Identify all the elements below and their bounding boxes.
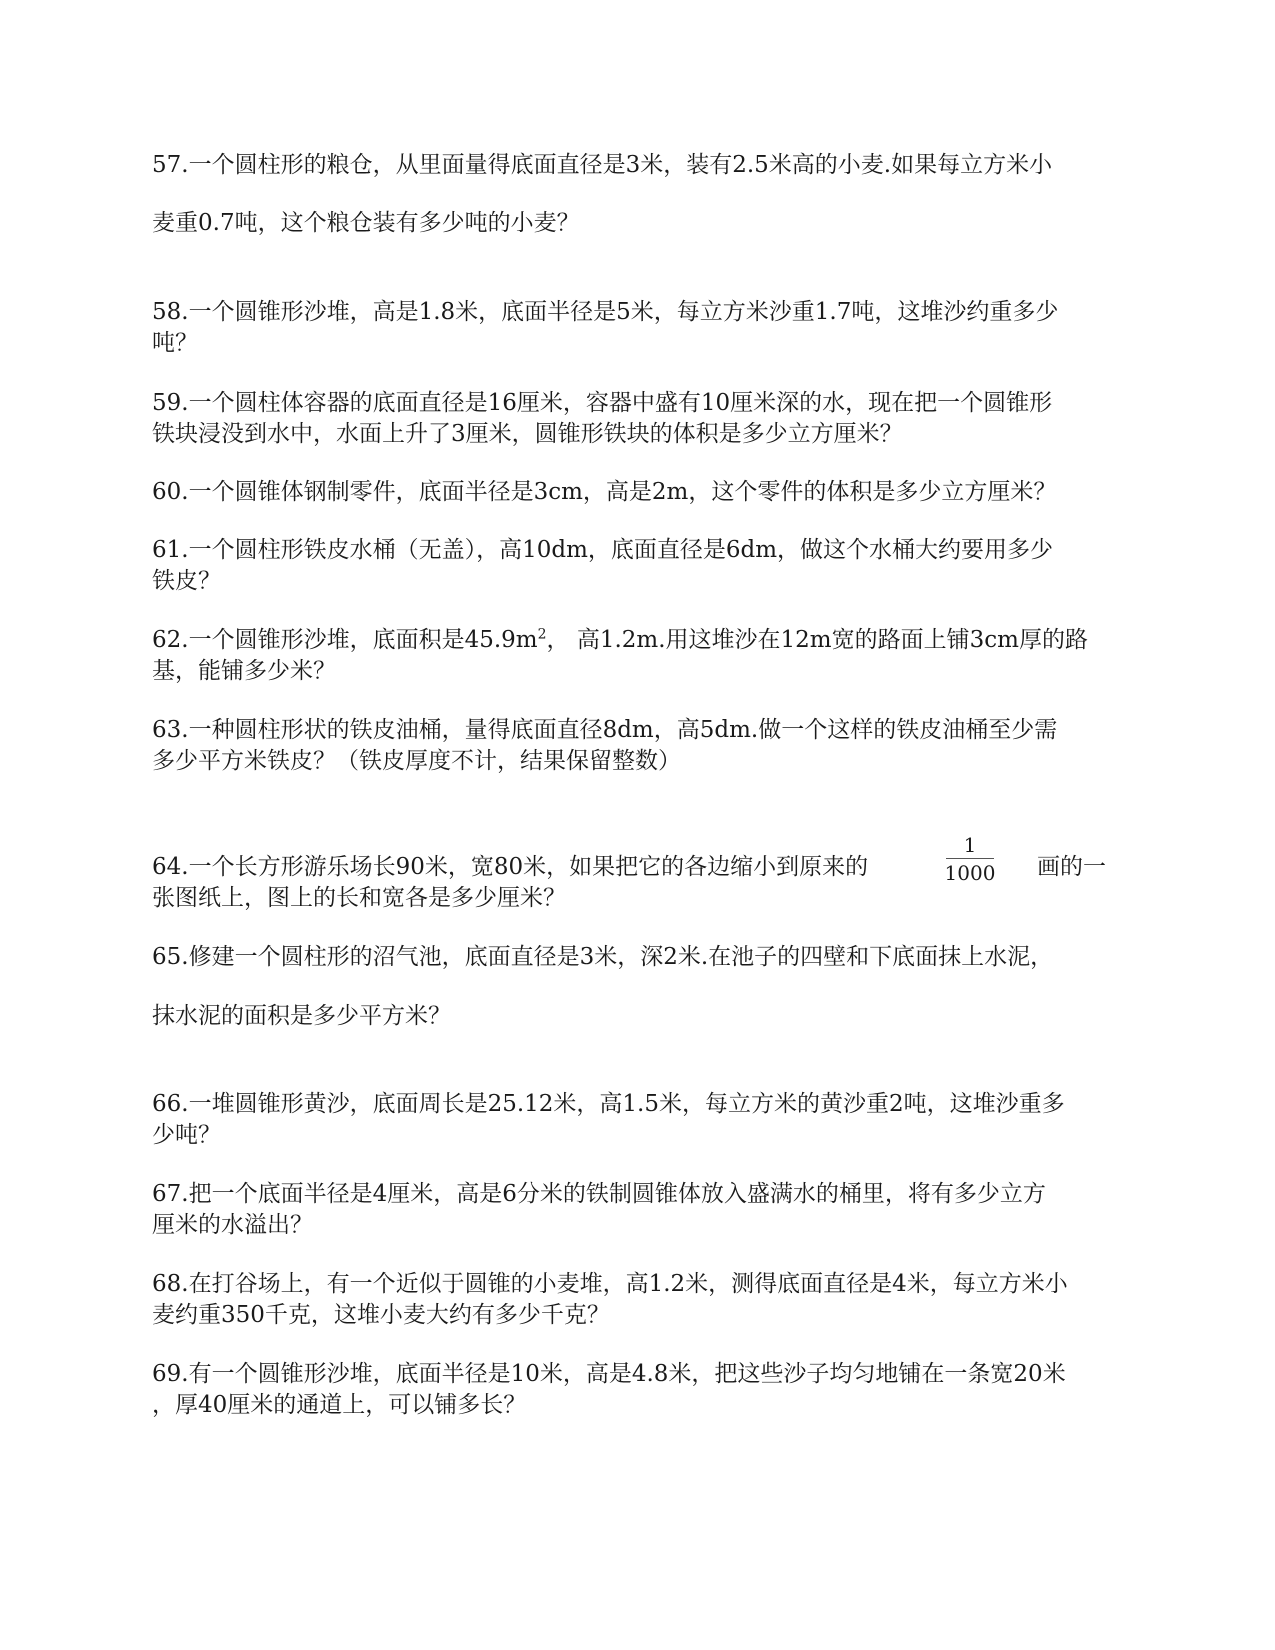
problem-61-line-2: 铁皮？	[152, 568, 221, 594]
fraction-bar	[946, 858, 994, 859]
problem-58-line-2: 吨？	[152, 330, 198, 356]
problem-62-line-2: 基，能铺多少米？	[152, 658, 336, 684]
problem-60-line-1: 60.一个圆锥体钢制零件，底面半径是3cm，高是2m，这个零件的体积是多少立方厘米？	[152, 479, 1057, 505]
problem-66-line-2: 少吨？	[152, 1122, 221, 1148]
problem-67-line-1: 67.把一个底面半径是4厘米，高是6分米的铁制圆锥体放入盛满水的桶里，将有多少立方	[152, 1181, 1046, 1207]
fraction-numerator: 1	[963, 833, 977, 857]
problem-68-line-1: 68.在打谷场上，有一个近似于圆锥的小麦堆，高1.2米，测得底面直径是4米，每立方米小	[152, 1271, 1068, 1297]
problem-57-line-1: 57.一个圆柱形的粮仓，从里面量得底面直径是3米，装有2.5米高的小麦.如果每立方米小	[152, 152, 1053, 178]
problem-64-line-1-before: 64.一个长方形游乐场长90米，宽80米，如果把它的各边缩小到原来的	[152, 854, 869, 880]
problem-62-text-before: 62.一个圆锥形沙堆，底面积是45.9m	[152, 627, 538, 653]
problem-64-line-2: 张图纸上，图上的长和宽各是多少厘米？	[152, 885, 566, 911]
problem-62-superscript: 2	[537, 626, 547, 643]
problem-66-line-1: 66.一堆圆锥形黄沙，底面周长是25.12米，高1.5米，每立方米的黄沙重2吨，这堆沙重多	[152, 1091, 1065, 1117]
problem-63-line-2: 多少平方米铁皮？（铁皮厚度不计，结果保留整数）	[152, 748, 681, 774]
problem-67-line-2: 厘米的水溢出？	[152, 1212, 313, 1238]
problem-59-line-2: 铁块浸没到水中，水面上升了3厘米，圆锥形铁块的体积是多少立方厘米？	[152, 421, 903, 447]
problem-69-line-1: 69.有一个圆锥形沙堆，底面半径是10米，高是4.8米，把这些沙子均匀地铺在一条宽20米	[152, 1361, 1066, 1387]
problem-58-line-1: 58.一个圆锥形沙堆，高是1.8米，底面半径是5米，每立方米沙重1.7吨，这堆沙约重多少	[152, 299, 1059, 325]
problem-64-line-1-after: 画的一	[1037, 854, 1106, 880]
problem-65-line-2: 抹水泥的面积是多少平方米？	[152, 1003, 451, 1029]
problem-65-line-1: 65.修建一个圆柱形的沼气池，底面直径是3米，深2米.在池子的四壁和下底面抹上水泥，	[152, 944, 1054, 970]
problem-68-line-2: 麦约重350千克，这堆小麦大约有多少千克？	[152, 1302, 610, 1328]
fraction-denominator: 1000	[944, 861, 996, 885]
problem-62-line-1	[152, 625, 1088, 655]
problem-59-line-1: 59.一个圆柱体容器的底面直径是16厘米，容器中盛有10厘米深的水，现在把一个圆锥形	[152, 390, 1053, 416]
problem-62-text-after: ， 高1.2m.用这堆沙在12m宽的路面上铺3cm厚的路	[546, 627, 1088, 653]
fraction-one-thousandth	[942, 834, 998, 884]
problem-57-line-2: 麦重0.7吨，这个粮仓装有多少吨的小麦？	[152, 210, 580, 236]
problem-69-line-2: ，厚40厘米的通道上，可以铺多长？	[152, 1392, 527, 1418]
problem-61-line-1: 61.一个圆柱形铁皮水桶（无盖），高10dm，底面直径是6dm，做这个水桶大约要用多少	[152, 537, 1054, 563]
problem-63-line-1: 63.一种圆柱形状的铁皮油桶，量得底面直径8dm，高5dm.做一个这样的铁皮油桶至少需	[152, 717, 1058, 743]
